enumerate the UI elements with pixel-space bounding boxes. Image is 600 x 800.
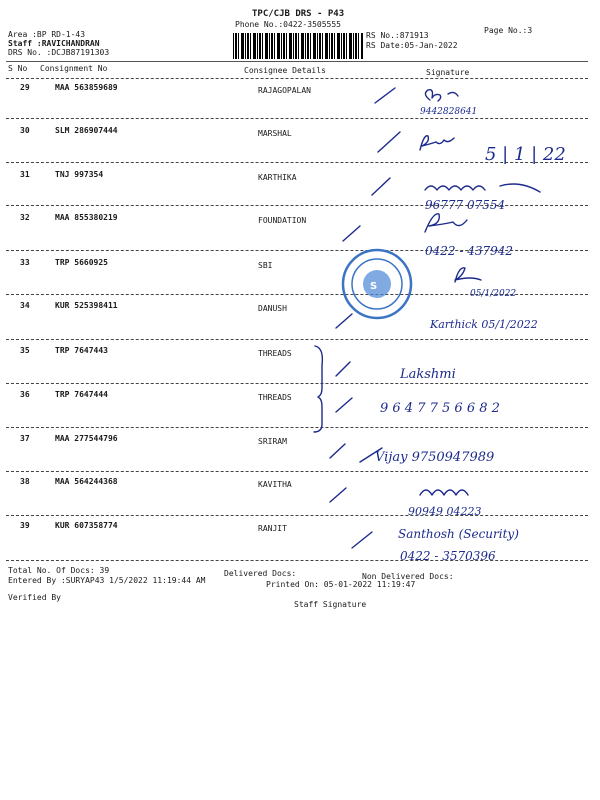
total-docs: Total No. Of Docs: 39 [8, 566, 110, 575]
row-consignment: MAA 855380219 [55, 213, 118, 222]
row-consignee: SRIRAM [258, 437, 287, 446]
handwritten-signature: Santhosh (Security) [398, 527, 519, 541]
handwritten-phone: 90949 04223 [408, 505, 482, 518]
signature-scribble [420, 136, 454, 150]
handwritten-signature: Lakshmi [400, 367, 456, 382]
tick-mark [330, 488, 346, 502]
row-consignment: KUR 607358774 [55, 521, 118, 530]
row-consignment: TNJ 997354 [55, 170, 104, 179]
tick-mark [378, 132, 400, 152]
col-header-signature: Signature [426, 68, 470, 77]
row-sno: 35 [20, 346, 30, 355]
row-consignee: SBI [258, 261, 273, 270]
rs-number: RS No.:871913 [366, 31, 429, 40]
row-sno: 39 [20, 521, 30, 530]
row-sno: 30 [20, 126, 30, 135]
delivered-docs: Delivered Docs: [224, 569, 297, 578]
tick-mark [343, 226, 360, 241]
row-sno: 36 [20, 390, 30, 399]
tick-mark [352, 532, 372, 548]
tick-mark [336, 314, 352, 328]
row-consignment: TRP 7647443 [55, 346, 108, 355]
handwritten-phone: 0422 - 3570396 [400, 549, 496, 563]
document-title: TPC/CJB DRS - P43 [252, 9, 345, 19]
row-consignment: SLM 286907444 [55, 126, 118, 135]
row-sno: 32 [20, 213, 30, 222]
printed-on: Printed On: 05-01-2022 11:19:47 [266, 580, 416, 589]
row-consignee: MARSHAL [258, 129, 292, 138]
handwritten-date: 5 | 1 | 22 [485, 144, 566, 165]
row-sno: 38 [20, 477, 30, 486]
staff-label: Staff :RAVICHANDRAN [8, 39, 100, 48]
tick-mark [330, 444, 345, 458]
col-header-sno: S No [8, 64, 28, 73]
row-consignee: KARTHIKA [258, 173, 297, 182]
row-sno: 29 [20, 83, 30, 92]
row-sno: 33 [20, 258, 30, 267]
handwritten-signature: Karthick 05/1/2022 [430, 318, 538, 331]
row-consignee: THREADS [258, 349, 292, 358]
staff-signature-label: Staff Signature [294, 600, 367, 609]
row-consignee: RAJAGOPALAN [258, 86, 311, 95]
tick-mark [375, 88, 395, 103]
row-consignment: KUR 525398411 [55, 301, 118, 310]
row-consignee: DANUSH [258, 304, 287, 313]
non-delivered-docs: Non Delivered Docs: [362, 572, 454, 581]
row-consignment: TRP 7647444 [55, 390, 108, 399]
signature-scribble [455, 268, 481, 282]
handwritten-phone: Vijay 9750947989 [375, 450, 495, 465]
row-consignment: MAA 277544796 [55, 434, 118, 443]
signature-scribble [425, 214, 467, 232]
row-sno: 31 [20, 170, 30, 179]
row-consignment: TRP 5660925 [55, 258, 108, 267]
signature-scribble [425, 184, 540, 192]
stamp-seal [343, 250, 411, 318]
row-consignment: MAA 563859689 [55, 83, 118, 92]
svg-text:S: S [370, 281, 378, 292]
signature-scribble [425, 90, 458, 101]
rs-date: RS Date:05-Jan-2022 [366, 41, 458, 50]
tick-mark [372, 178, 390, 195]
row-consignment: MAA 564244368 [55, 477, 118, 486]
tick-mark [336, 362, 350, 376]
row-consignee: KAVITHA [258, 480, 292, 489]
handwritten-phone: 9 6 4 7 7 5 6 6 8 2 [380, 401, 500, 416]
handwritten-date: 05/1/2022 [470, 289, 517, 299]
brace-mark [314, 346, 322, 432]
col-header-consignee: Consignee Details [244, 66, 326, 75]
tick-mark [336, 398, 352, 412]
col-header-consignment: Consignment No [40, 64, 108, 73]
row-consignee: RANJIT [258, 524, 287, 533]
drs-number: DRS No. :DCJB87191303 [8, 48, 110, 57]
row-sno: 37 [20, 434, 30, 443]
page-number: Page No.:3 [484, 26, 533, 35]
area-label: Area :BP RD-1-43 [8, 30, 86, 39]
verified-by: Verified By [8, 593, 61, 602]
handwritten-phone: 0422 - 437942 [425, 244, 514, 258]
handwritten-phone: 9442828641 [420, 107, 478, 117]
row-consignee: FOUNDATION [258, 216, 307, 225]
row-consignee: THREADS [258, 393, 292, 402]
signature-scribble [420, 490, 468, 495]
row-sno: 34 [20, 301, 30, 310]
entered-by: Entered By :SURYAP43 1/5/2022 11:19:44 AM [8, 576, 206, 585]
phone-number: Phone No.:0422-3505555 [235, 20, 341, 29]
handwritten-phone: 96777 07554 [425, 198, 506, 212]
